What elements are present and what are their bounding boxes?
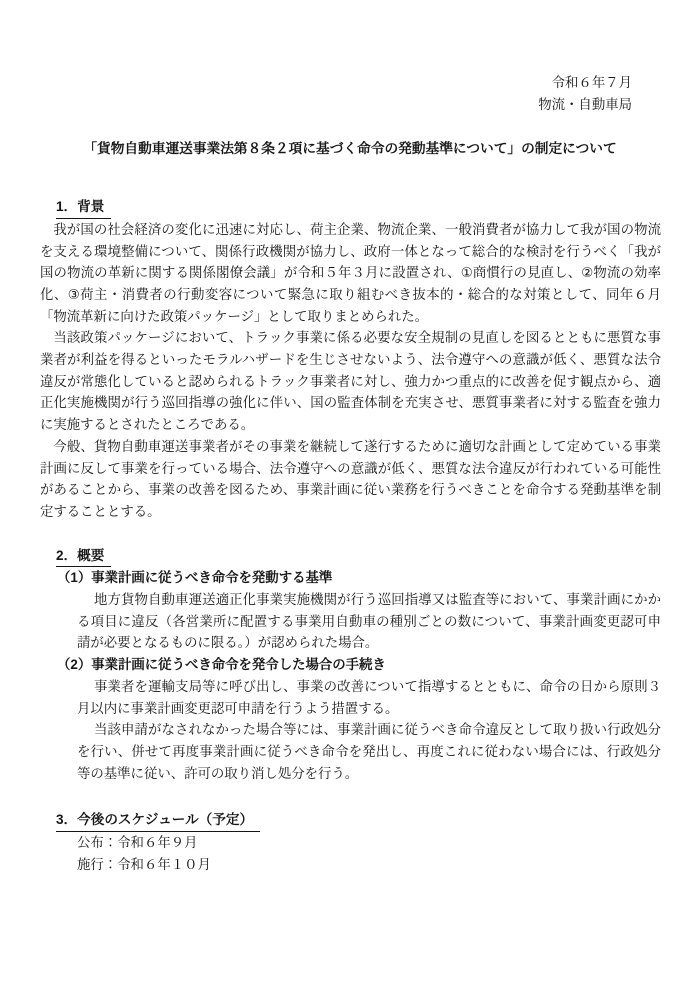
overview-item2-label: （2）事業計画に従うべき命令を発令した場合の手続き <box>57 657 386 673</box>
section-overview-heading <box>56 545 700 568</box>
overview-item1-body: 地方貨物自動車運送適正化事業実施機関が行う巡回指導又は監査等において、事業計画にかかる項目に違反（各営業所に配置する事業用自動車の種別ごとの数について、事業計画変更認可申請が必要となるものに限る。）が認められた場合。 <box>77 592 661 651</box>
overview-item2-paragraph-2: 当該申請がなされなかった場合等には、事業計画に従うべき命令違反として取り扱い行政処分を行い、併せて再度事業計画に従うべき命令を発出し、再度これに従わない場合には、行政処分等の基準に従い、許可の取り消し処分を行う。 <box>77 722 661 781</box>
document-title: 「貨物自動車運送事業法第８条２項に基づく命令の発動基準について」の制定について <box>83 141 617 157</box>
section-overview <box>0 545 700 785</box>
section-schedule <box>0 809 700 875</box>
section-schedule-heading <box>56 809 700 832</box>
background-paragraph-3: 今般、貨物自動車運送事業者がその事業を継続して遂行するために適切な計画として定めている事業計画に反して事業を行っている場合、法令遵守への意識が低く、悪質な法令違反が行われている可能性があることから、事業の改善を図るため、事業計画に従い業務を行うべきことを命令する発動基準を制定することとする。 <box>40 438 661 519</box>
section-background <box>0 196 700 523</box>
section-schedule-heading-text: 3．今後のスケジュール（予定） <box>56 809 260 832</box>
overview-item2-paragraph-1: 事業者を運輸支局等に呼び出し、事業の改善について指導するとともに、命令の日から原則３月以内に事業計画変更認可申請を行うよう措置する。 <box>77 678 661 716</box>
overview-item1-label: （1）事業計画に従うべき命令を発動する基準 <box>57 570 333 586</box>
section-background-heading <box>56 196 700 219</box>
section-overview-heading-text: 2．概要 <box>56 545 111 568</box>
schedule-promulgation-line: 公布：令和６年９月 <box>77 835 198 851</box>
schedule-enforcement-line: 施行：令和６年１０月 <box>77 856 211 872</box>
document-date: 令和６年７月 <box>551 75 632 90</box>
section-background-heading-text: 1．背景 <box>56 196 111 219</box>
issuing-bureau: 物流・自動車局 <box>538 96 632 112</box>
header-block <box>0 0 700 115</box>
background-paragraph-2: 当該政策パッケージにおいて、トラック事業に係る必要な安全規制の見直しを図るとともに悪質な事業者が利益を得るといったモラルハザードを生じさせないよう、法令遵守への意識が低く、悪質な法令違反が常態化していると認められるトラック事業者に対し、強力かつ重点的に改善を促す観点から、適正化実施機関が行う巡回指導の強化に伴い、国の監査体制を充実させ、悪質事業者に対する監査を強力に実施するとされたところである。 <box>40 330 661 433</box>
background-paragraph-1: 我が国の社会経済の変化に迅速に対応し、荷主企業、物流企業、一般消費者が協力して我が国の物流を支える環境整備について、関係行政機関が協力し、政府一体となって総合的な検討を行うべく「我が国の物流の革新に関する関係閣僚会議」が令和５年３月に設置され、①商慣行の見直し、②物流の効率化、③荷主・消費者の行動変容について緊急に取り組むべき抜本的・総合的な対策として、同年６月「物流革新に向けた政策パッケージ」として取りまとめられた。 <box>40 221 661 324</box>
